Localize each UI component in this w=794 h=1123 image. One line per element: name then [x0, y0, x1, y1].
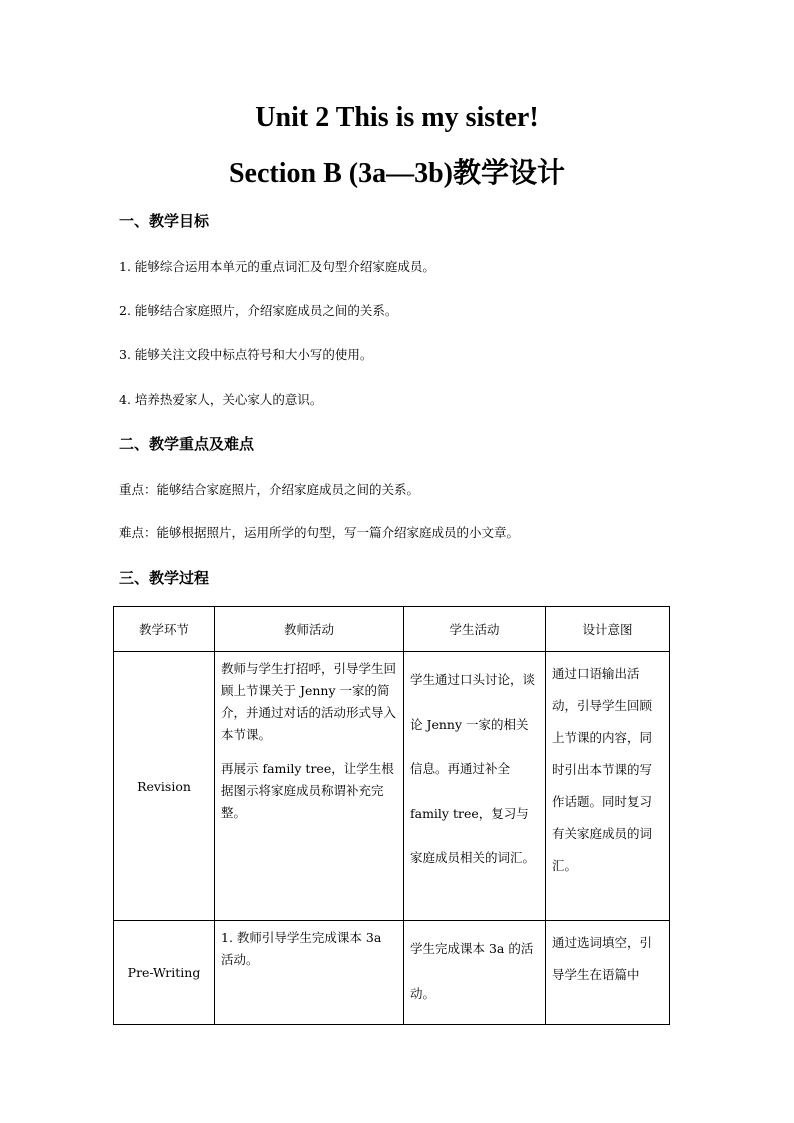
goal-item-1: 1. 能够综合运用本单元的重点词汇及句型介绍家庭成员。: [119, 259, 435, 274]
student-activity-cell: 学生完成课本 3a 的活动。: [404, 921, 546, 1025]
table-row: [114, 652, 670, 921]
teacher-activity-paragraph: 1. 教师引导学生完成课本 3a 活动。: [221, 930, 382, 967]
teacher-activity-paragraph: 再展示 family tree，让学生根据图示将家庭成员称谓补充完整。: [221, 761, 394, 820]
teacher-activity-cell: [215, 652, 404, 921]
goal-item-2: 2. 能够结合家庭照片，介绍家庭成员之间的关系。: [119, 303, 398, 318]
table-row: [114, 921, 670, 1025]
column-header-student-activity: 学生活动: [404, 607, 546, 652]
column-header-teacher-activity: 教师活动: [215, 607, 404, 652]
stage-cell: Revision: [114, 652, 215, 921]
section-heading-goals: 一、教学目标: [119, 212, 210, 230]
document-title: Unit 2 This is my sister!: [255, 102, 539, 133]
column-header-design-purpose: 设计意图: [546, 607, 670, 652]
document-subtitle: Section B (3a—3b)教学设计: [228, 158, 565, 189]
section-heading-process: 三、教学过程: [119, 569, 210, 587]
goal-item-3: 3. 能够关注文段中标点符号和大小写的使用。: [119, 347, 373, 362]
key-point-focus: 重点：能够结合家庭照片，介绍家庭成员之间的关系。: [119, 482, 420, 497]
table-header-row: [114, 607, 670, 652]
design-purpose-cell: 通过选词填空，引导学生在语篇中: [546, 921, 670, 1025]
teacher-activity-cell: [215, 921, 404, 1025]
key-point-difficulty: 难点：能够根据照片，运用所学的句型，写一篇介绍家庭成员的小文章。: [119, 525, 520, 540]
column-header-stage: 教学环节: [114, 607, 215, 652]
teaching-process-table: [113, 606, 670, 1025]
goal-item-4: 4. 培养热爱家人，关心家人的意识。: [119, 392, 323, 407]
section-heading-key-points: 二、教学重点及难点: [119, 435, 255, 453]
teacher-activity-paragraph: 教师与学生打招呼，引导学生回顾上节课关于 Jenny 一家的简介，并通过对话的活动形式导入本节课。: [221, 661, 397, 742]
stage-cell: Pre-Writing: [114, 921, 215, 1025]
design-purpose-cell: 通过口语输出活动，引导学生回顾上节课的内容，同时引出本节课的写作话题。同时复习有关家庭成员的词汇。: [546, 652, 670, 921]
student-activity-cell: 学生通过口头讨论，谈论 Jenny 一家的相关信息。再通过补全 family tree，复习与家庭成员相关的词汇。: [404, 652, 546, 921]
